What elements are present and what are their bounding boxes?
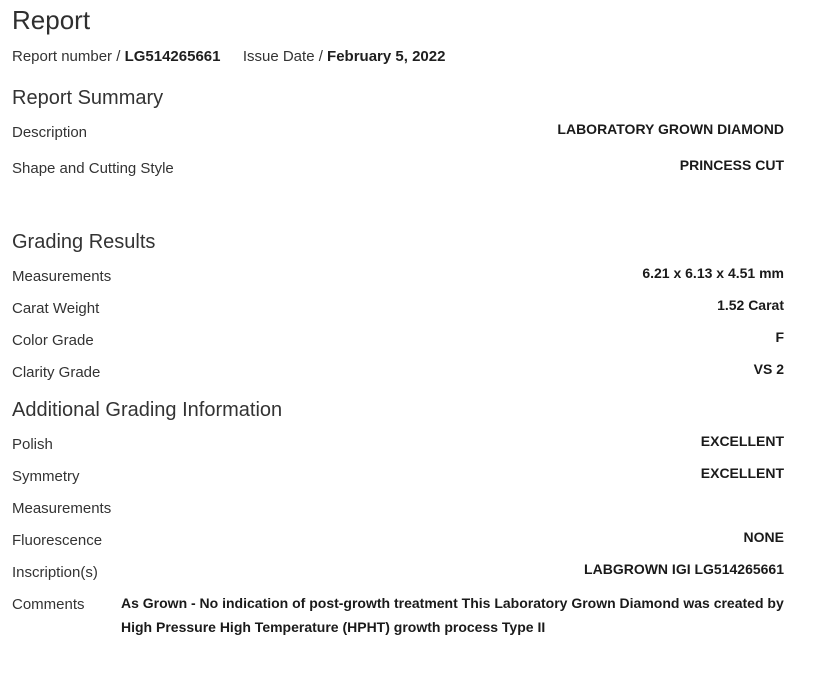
measurements-value: 6.21 x 6.13 x 4.51 mm <box>642 265 784 281</box>
color-grade-label: Color Grade <box>12 332 94 349</box>
issue-date: February 5, 2022 <box>327 48 446 65</box>
section-title-additional-grading: Additional Grading Information <box>12 399 283 421</box>
report-meta <box>12 48 445 65</box>
comments-label: Comments <box>12 596 85 613</box>
additional-measurements-label: Measurements <box>12 500 112 517</box>
fluorescence-value: NONE <box>743 529 784 545</box>
polish-label: Polish <box>12 436 53 453</box>
carat-weight-label: Carat Weight <box>12 300 100 317</box>
inscription-label: Inscription(s) <box>12 564 98 581</box>
shape-value: PRINCESS CUT <box>679 157 784 173</box>
inscription-value: LABGROWN IGI LG514265661 <box>584 561 784 577</box>
description-value: LABORATORY GROWN DIAMOND <box>557 121 784 137</box>
section-title-report-summary: Report Summary <box>12 87 164 109</box>
carat-weight-value: 1.52 Carat <box>717 297 784 313</box>
section-title-grading-results: Grading Results <box>12 231 156 253</box>
symmetry-value: EXCELLENT <box>700 465 784 481</box>
report-number-label: Report number / <box>12 48 121 65</box>
shape-label: Shape and Cutting Style <box>12 160 174 177</box>
fluorescence-label: Fluorescence <box>12 532 103 549</box>
measurements-label: Measurements <box>12 268 112 285</box>
color-grade-value: F <box>775 329 784 345</box>
issue-date-label: Issue Date / <box>242 48 323 65</box>
comments-value: As Grown - No indication of post-growth treatment This Laboratory Grown Diamond was created by High Pressure High Temperature (HPHT) growth process Type II <box>121 595 784 635</box>
polish-value: EXCELLENT <box>700 433 784 449</box>
symmetry-label: Symmetry <box>12 468 80 485</box>
description-label: Description <box>12 124 88 141</box>
clarity-grade-label: Clarity Grade <box>12 364 101 381</box>
clarity-grade-value: VS 2 <box>753 361 784 377</box>
page-title: Report <box>12 5 91 35</box>
report-number: LG514265661 <box>124 48 221 65</box>
